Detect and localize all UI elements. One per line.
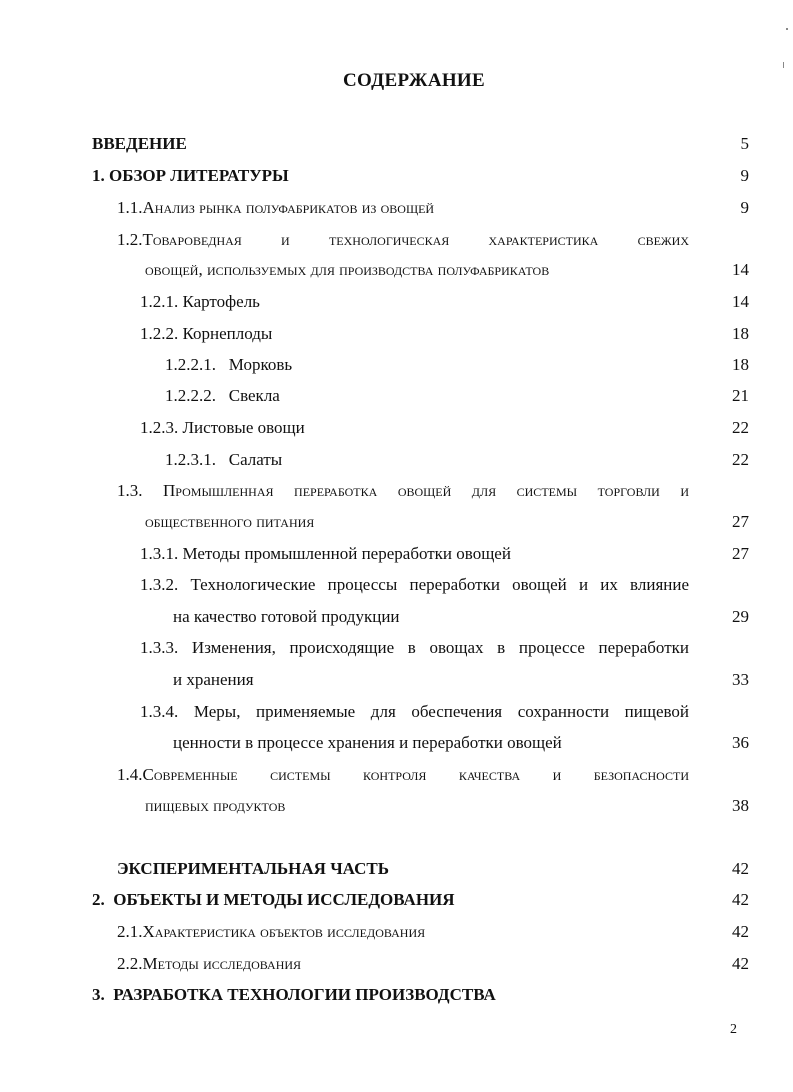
- toc-entry-1-2-2: 1.2.2. Корнеплоды: [140, 324, 273, 343]
- toc-entry-1-3-3-cont: и хранения: [173, 670, 254, 689]
- toc-page-number: 9: [740, 166, 749, 185]
- toc-page-number: 29: [732, 607, 749, 626]
- toc-page-number: 14: [732, 292, 749, 311]
- toc-entry-chapter-3: 3. РАЗРАБОТКА ТЕХНОЛОГИИ ПРОИЗВОДСТВА: [92, 985, 496, 1004]
- toc-entry-1-3-2: 1.3.2. Технологические процессы переработки овощей и их влияние: [140, 575, 689, 594]
- toc-page-number: 18: [732, 355, 749, 374]
- toc-entry-1-2-2-2: 1.2.2.2. Свекла: [165, 386, 280, 405]
- toc-page-number: 21: [732, 386, 749, 405]
- toc-entry-introduction: ВВЕДЕНИЕ: [92, 134, 187, 153]
- toc-page-number: 18: [732, 324, 749, 343]
- toc-entry-1-4-cont: пищевых продуктов: [145, 796, 286, 815]
- toc-entry-1-3-3: 1.3.3. Изменения, происходящие в овощах в процессе переработки: [140, 638, 689, 657]
- toc-entry-1-4: 1.4.Современные системы контроля качества и безопасности: [117, 765, 689, 784]
- toc-entry-1-3-1: 1.3.1. Методы промышленной переработки овощей: [140, 544, 511, 563]
- toc-entry-chapter-1: 1. ОБЗОР ЛИТЕРАТУРЫ: [92, 166, 289, 185]
- toc-page-number: 42: [732, 859, 749, 878]
- toc-entry-1-2-3-1: 1.2.3.1. Салаты: [165, 450, 283, 469]
- toc-entry-1-3-2-cont: на качество готовой продукции: [173, 607, 400, 626]
- toc-entry-1-1: 1.1.Анализ рынка полуфабрикатов из овощей: [117, 198, 435, 217]
- toc-entry-1-3: 1.3. Промышленная переработка овощей для системы торговли и: [117, 481, 689, 500]
- toc-page-number: 9: [740, 198, 749, 217]
- toc-page-number: 42: [732, 922, 749, 941]
- toc-page-number: 27: [732, 512, 749, 531]
- toc-entry-experimental: ЭКСПЕРИМЕНТАЛЬНАЯ ЧАСТЬ: [117, 859, 389, 878]
- toc-page-number: 42: [732, 890, 749, 909]
- page-title: СОДЕРЖАНИЕ: [343, 70, 485, 91]
- toc-entry-1-3-cont: общественного питания: [145, 512, 315, 531]
- toc-page-number: 38: [732, 796, 749, 815]
- page-number: 2: [730, 1022, 737, 1037]
- toc-entry-1-2-3: 1.2.3. Листовые овощи: [140, 418, 305, 437]
- toc-page-number: 14: [732, 260, 749, 279]
- toc-page-number: 5: [740, 134, 749, 153]
- scan-speck: [783, 62, 784, 68]
- toc-page-number: 22: [732, 418, 749, 437]
- toc-entry-2-2: 2.2.Методы исследования: [117, 954, 302, 973]
- toc-entry-1-2: 1.2.Товароведная и технологическая характеристика свежих: [117, 230, 689, 249]
- toc-entry-1-3-4: 1.3.4. Меры, применяемые для обеспечения сохранности пищевой: [140, 702, 689, 721]
- scan-speck: [786, 28, 788, 30]
- toc-page-number: 27: [732, 544, 749, 563]
- toc-entry-1-3-4-cont: ценности в процессе хранения и переработки овощей: [173, 733, 562, 752]
- toc-page-number: 42: [732, 954, 749, 973]
- toc-entry-1-2-2-1: 1.2.2.1. Морковь: [165, 355, 293, 374]
- toc-entry-1-2-cont: овощей, используемых для производства полуфабрикатов: [145, 260, 550, 279]
- toc-entry-1-2-1: 1.2.1. Картофель: [140, 292, 260, 311]
- toc-page-number: 33: [732, 670, 749, 689]
- toc-entry-2-1: 2.1.Характеристика объектов исследования: [117, 922, 426, 941]
- toc-page-number: 22: [732, 450, 749, 469]
- toc-entry-chapter-2: 2. ОБЪЕКТЫ И МЕТОДЫ ИССЛЕДОВАНИЯ: [92, 890, 455, 909]
- toc-page-number: 36: [732, 733, 749, 752]
